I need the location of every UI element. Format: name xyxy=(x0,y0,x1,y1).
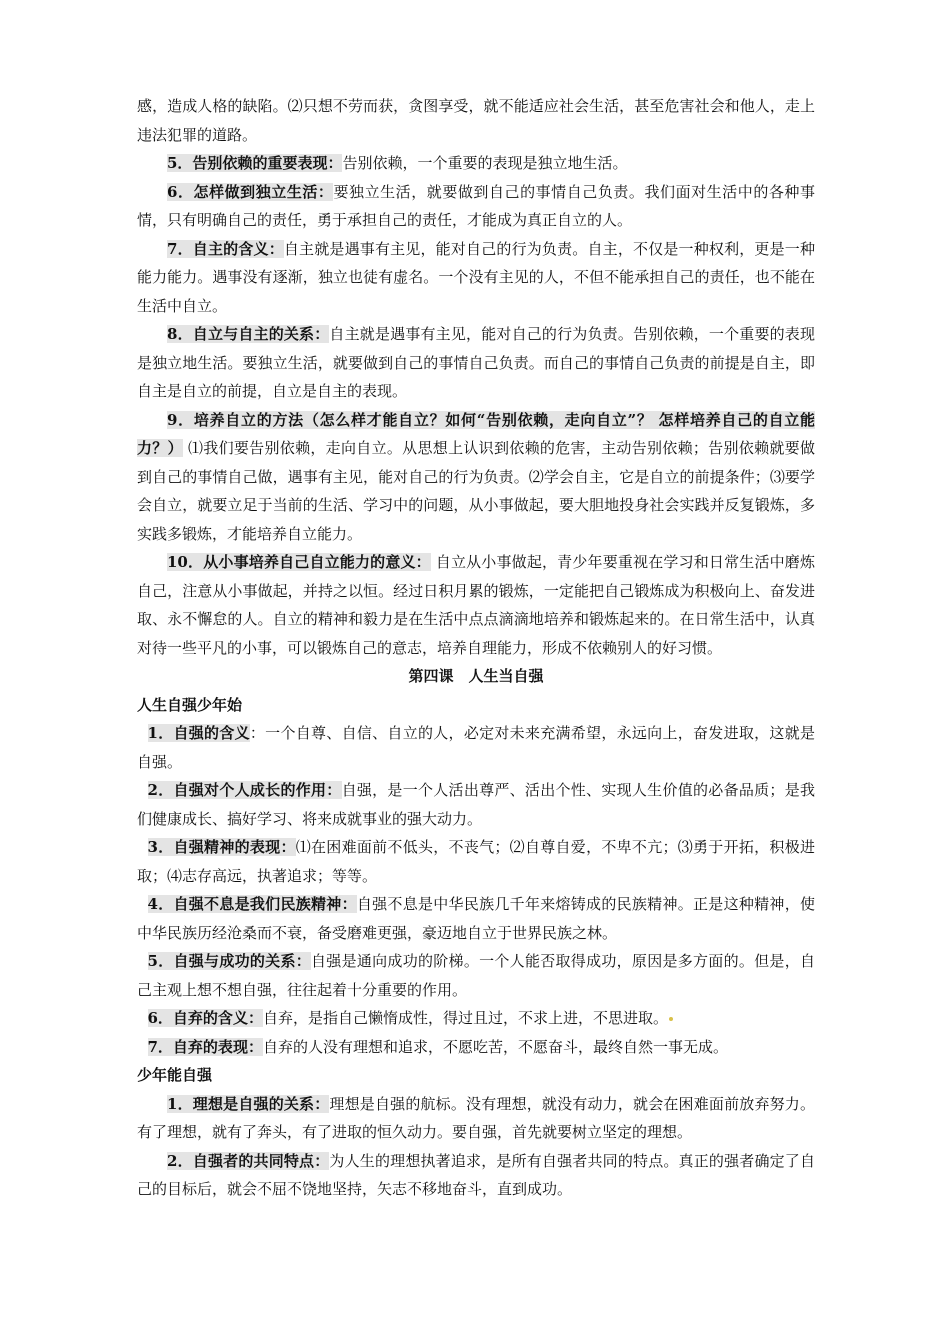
item-text: 自强是通向成功的阶梯。一个人能否取得成功，原因是多方面的。但是，自己主观上想不想自强，往往起着十分重要的作用。 xyxy=(137,952,815,999)
item-a-8 xyxy=(137,320,815,406)
item-heading: 7．自主的含义： xyxy=(167,239,284,258)
item-heading: 6．自弃的含义： xyxy=(147,1009,263,1027)
item-text: 自弃，是指自己懒惰成性，得过且过，不求上进，不思进取。 xyxy=(262,1009,668,1027)
item-heading: 2．自强者的共同特点： xyxy=(167,1151,330,1170)
item-text: 自弃的人没有理想和追求，不愿吃苦，不愿奋斗，最终自然一事无成。 xyxy=(262,1037,728,1056)
item-text: 自主就是遇事有主见，能对自己的行为负责。自主，不仅是一种权利，更是一种能力能力。遇事没有逐渐，独立也徒有虚名。一个没有主见的人，不但不能承担自己的责任，也不能在生活中自立。 xyxy=(137,239,815,315)
item-heading: 5．自强与成功的关系： xyxy=(147,952,312,970)
item-text: 要独立生活，就要做到自己的事情自己负责。我们面对生活中的各种事情，只有明确自己的责任，勇于承担自己的责任，才能成为真正自立的人。 xyxy=(137,182,815,229)
item-heading: 5．告别依赖的重要表现： xyxy=(167,154,343,172)
item-a-6 xyxy=(137,178,815,235)
item-heading: 1．理想是自强的关系： xyxy=(167,1094,330,1113)
item-c-1 xyxy=(137,1090,815,1147)
item-text: ：一个自尊、自信、自立的人，必定对未来充满希望，永远向上，奋发进取，这就是自强。 xyxy=(137,724,815,771)
item-text: 告别依赖，一个重要的表现是独立地生活。 xyxy=(342,154,628,172)
item-c-2 xyxy=(137,1147,815,1204)
item-heading: 7．自弃的表现： xyxy=(147,1037,263,1056)
item-b-6 xyxy=(137,1004,815,1033)
item-b-2 xyxy=(137,776,815,833)
item-b-1 xyxy=(137,719,815,776)
item-text: 为人生的理想执著追求，是所有自强者共同的特点。真正的强者确定了自己的目标后，就会不屈不饶地坚持，矢志不移地奋斗，直到成功。 xyxy=(137,1151,815,1198)
item-a-5 xyxy=(137,149,815,178)
section-heading-2: 少年能自强 xyxy=(137,1066,213,1084)
item-heading: 2．自强对个人成长的作用： xyxy=(147,781,342,799)
item-b-5 xyxy=(137,947,815,1004)
item-text: 自立从小事做起，青少年要重视在学习和日常生活中磨炼自己，注意从小事做起，并持之以恒。经过日积月累的锻炼，一定能把自己锻炼成为积极向上、奋发进取、永不懈怠的人。自立的精神和毅力是在生活中点点滴滴地培养和锻炼起来的。在日常生活中，认真对待一些平凡的小事，可以锻炼自己的意志，培养自理能力，形成不依赖别人的好习惯。 xyxy=(137,553,815,657)
item-heading: 6．怎样做到独立生活： xyxy=(167,182,334,201)
item-text: 理想是自强的航标。没有理想，就没有动力，就会在困难面前放弃努力。有了理想，就有了奔头，有了进取的恒久动力。要自强，首先就要树立坚定的理想。 xyxy=(137,1094,815,1141)
paragraph-continued: 感，造成人格的缺陷。⑵只想不劳而获，贪图享受，就不能适应社会生活，甚至危害社会和他人，走上违法犯罪的道路。 xyxy=(137,97,815,144)
section-heading-1: 人生自强少年始 xyxy=(137,695,243,714)
decorative-dot xyxy=(669,1017,673,1021)
item-heading: 10．从小事培养自己自立能力的意义： xyxy=(167,553,431,571)
item-text: 自强不息是中华民族几千年来熔铸成的民族精神。正是这种精神，使中华民族历经沧桑而不衰，备受磨难更强，豪迈地自立于世界民族之林。 xyxy=(137,895,815,942)
item-heading: 9．培养自立的方法（怎么样才能自立？如何“告别依赖，走向自立”？ 怎样培养自己的自立能力？） xyxy=(137,410,815,457)
item-text: 自主就是遇事有主见，能对自己的行为负责。告别依赖，一个重要的表现是独立地生活。要独立生活，就要做到自己的事情自己负责。而自己的事情自己负责的前提是自主，即自主是自立的前提，自立是自主的表现。 xyxy=(137,325,815,400)
item-heading: 1．自强的含义 xyxy=(147,724,250,742)
document-body xyxy=(137,92,815,1204)
item-b-7 xyxy=(137,1033,815,1062)
item-heading: 8．自立与自主的关系： xyxy=(167,325,330,343)
item-b-3 xyxy=(137,833,815,890)
item-a-9 xyxy=(137,406,815,549)
lesson-title: 第四课 人生当自强 xyxy=(408,667,544,685)
item-text: ⑴我们要告别依赖，走向自立。从思想上认识到依赖的危害，主动告别依赖；告别依赖就要做到自己的事情自己做，遇事有主见，能对自己的行为负责。⑵学会自主，它是自立的前提条件；⑶要学会自立，就要立足于当前的生活、学习中的问题，从小事做起，要大胆地投身社会实践并反复锻炼，多实践多锻炼，才能培养自立能力。 xyxy=(137,439,815,543)
item-heading: 3．自强精神的表现： xyxy=(147,838,296,856)
item-a-7 xyxy=(137,235,815,321)
item-text: 自强，是一个人活出尊严、活出个性、实现人生价值的必备品质；是我们健康成长、搞好学习、将来成就事业的强大动力。 xyxy=(137,781,815,828)
item-heading: 4．自强不息是我们民族精神： xyxy=(147,895,357,913)
item-a-10 xyxy=(137,548,815,662)
item-b-4 xyxy=(137,890,815,947)
item-text: ⑴在困难面前不低头，不丧气；⑵自尊自爱，不卑不亢；⑶勇于开拓，积极进取；⑷志存高远，执著追求；等等。 xyxy=(137,838,815,885)
